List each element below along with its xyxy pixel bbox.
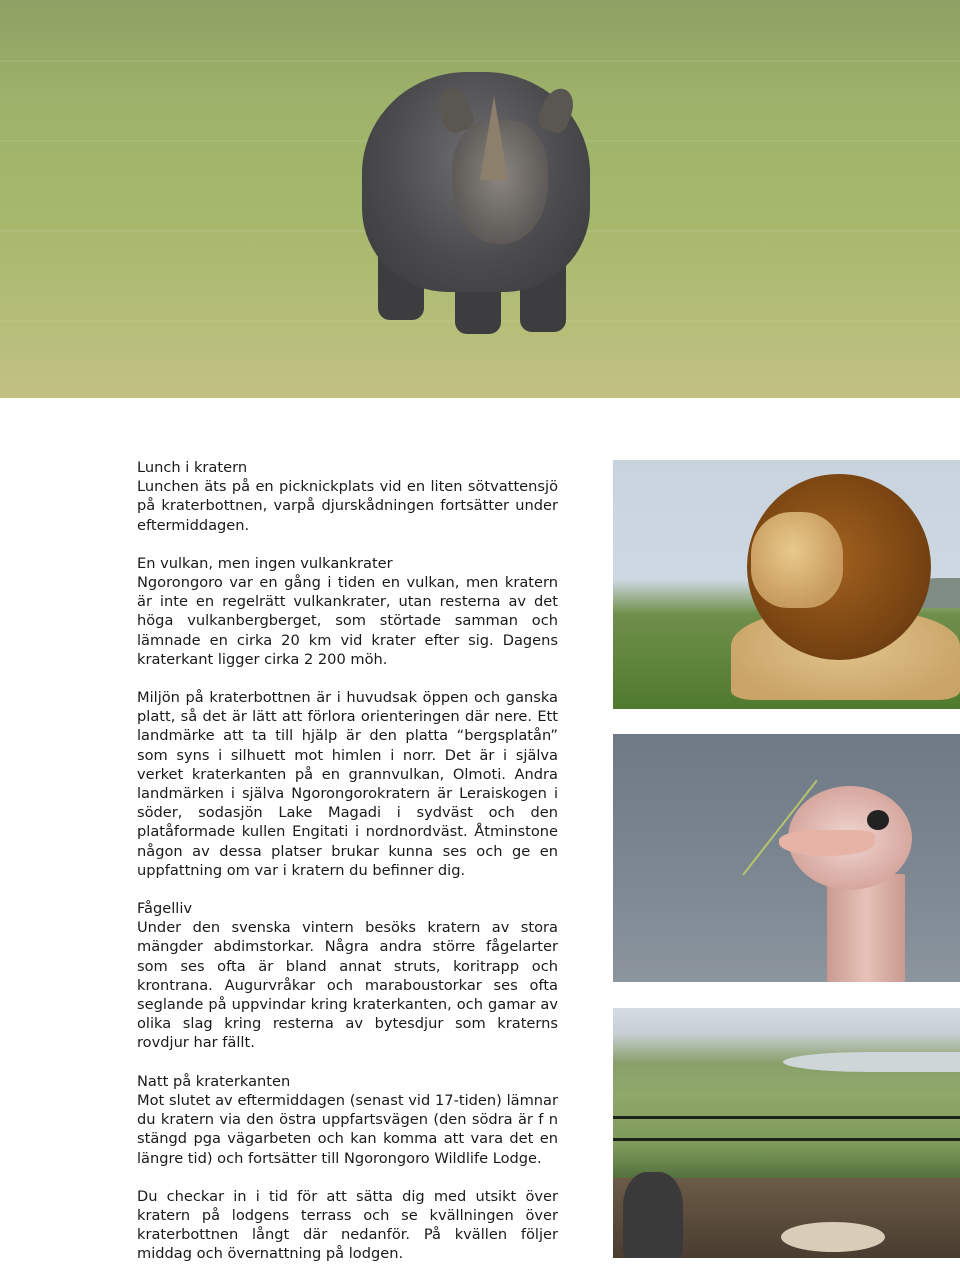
- section-natt: [137, 1072, 558, 1264]
- section-fagelliv: [137, 899, 558, 1053]
- section-lunch: [137, 458, 558, 535]
- lion-photo: [613, 460, 960, 709]
- article-text: [137, 458, 558, 1283]
- section-heading: Natt på kraterkanten: [137, 1072, 291, 1090]
- section-paragraph: Ngorongoro var en gång i tiden en vulkan, men kratern är inte en regelrätt vulkankrater, utan resterna av det höga vulkanbergberget, som störtade samman och lämnade en cirka 20 km vid krater efter sig. Dagens kraterkant ligger cirka 2 200 möh.: [137, 574, 558, 668]
- section-heading: Fågelliv: [137, 900, 193, 918]
- section-paragraph: Lunchen äts på en picknickplats vid en liten sötvattensjö på kraterbottnen, varpå djurskådningen fortsätter under eftermiddagen.: [137, 478, 558, 534]
- section-heading: Lunch i kratern: [137, 459, 248, 476]
- section-paragraph: Under den svenska vintern besöks kratern av stora mängder abdimstorkar. Några andra större fågelarter som ses ofta är bland annat struts, koritrapp och krontrana. Augurvråkar och maraboustorkar ses ofta seglande på uppvindar kring kraterkanten, och gamar av olika slag kring resterna av bytesdjur som kraterns rovdjur har fällt.: [137, 919, 558, 1052]
- section-paragraph: Miljön på kraterbottnen är i huvudsak öppen och ganska platt, så det är lätt att förlora orienteringen där nere. Ett landmärke att ta till hjälp är den platta “bergsplatån” som syns i silhuett mot himlen i norr. Det är i själva verket kraterkanten på en grannvulkan, Olmoti. Andra landmärken i själva Ngorongorokratern är Leraiskogen i söder, sodasjön Lake Magadi i sydväst och den platåformade kullen Engitati i nordnordväst. Åtminstone någon av dessa platser brukar kunna ses och ge en uppfattning om var i kratern du befinner dig.: [137, 689, 558, 879]
- section-heading: En vulkan, men ingen vulkankrater: [137, 554, 393, 572]
- ostrich-photo: [613, 734, 960, 982]
- section-paragraph: Du checkar in i tid för att sätta dig med utsikt över kratern på lodgens terrass och se kvällningen över kraterbottnen långt där nedanför. På kvällen följer middag och övernattning på lodgen.: [137, 1187, 558, 1263]
- section-vulkan: [137, 554, 558, 880]
- section-paragraph: Mot slutet av eftermiddagen (senast vid 17-tiden) lämnar du kratern via den östra uppfartsvägen (den södra är f n stängd pga vägarbeten och kan komma att vara det en längre tid) och fortsätter till Ngorongoro Wildlife Lodge.: [137, 1091, 558, 1167]
- rhino-photo: [0, 0, 960, 398]
- crater-terrace-photo: [613, 1008, 960, 1258]
